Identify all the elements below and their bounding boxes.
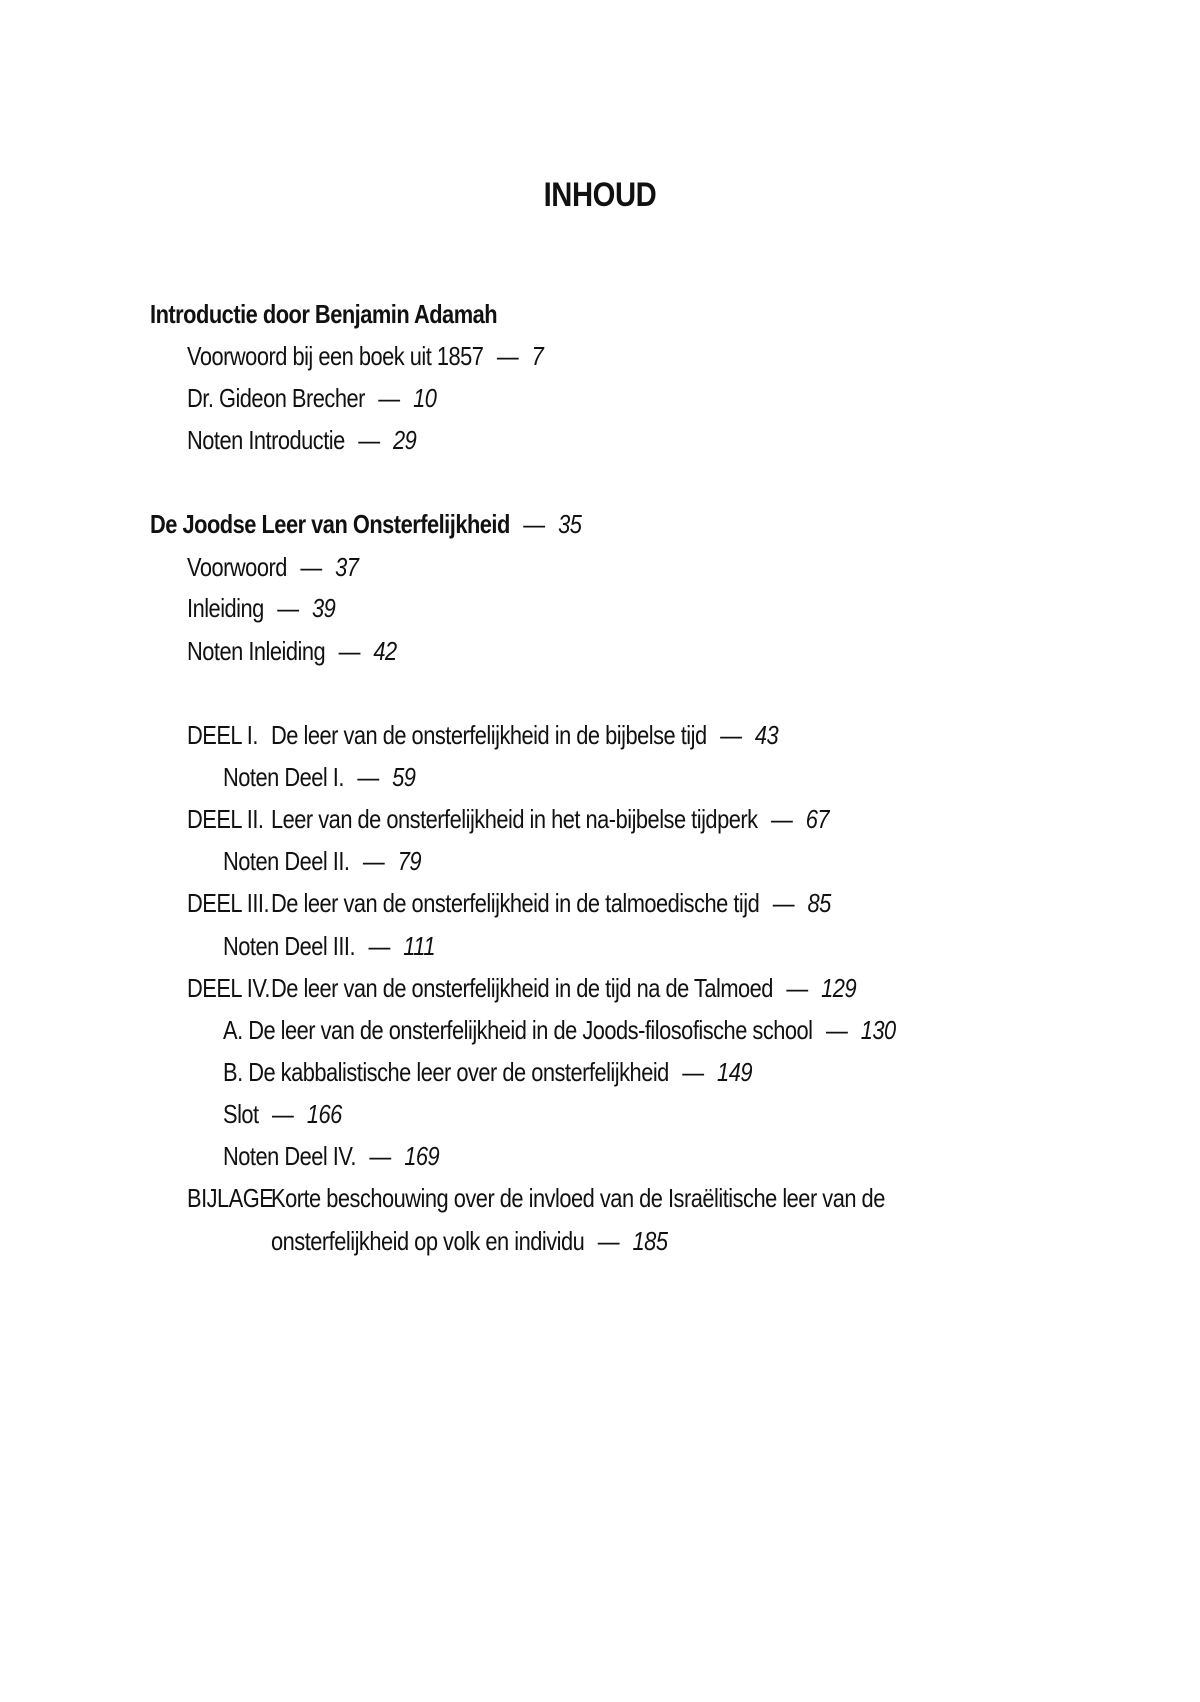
toc-entry xyxy=(223,841,421,881)
toc-entry-text: Voorwoord bij een boek uit 1857 xyxy=(187,341,484,371)
toc-dash: — xyxy=(368,931,390,961)
toc-dash: — xyxy=(358,425,380,455)
toc-entry-text: Noten Deel IV. xyxy=(223,1141,356,1171)
toc-entry xyxy=(187,631,397,671)
toc-entry xyxy=(223,1010,896,1050)
toc-dash: — xyxy=(496,341,519,371)
toc-page-number: 42 xyxy=(373,636,397,666)
toc-part-label: DEEL II. xyxy=(187,804,264,834)
toc-entry xyxy=(187,336,543,376)
toc-dash: — xyxy=(277,593,299,623)
toc-part-label: DEEL I. xyxy=(187,720,258,750)
toc-page-number: 29 xyxy=(392,425,417,455)
toc-entry-text: De leer van de onsterfelijkheid in de bijbelse tijd xyxy=(271,720,707,750)
toc-appendix-entry xyxy=(187,1178,885,1218)
toc-entry xyxy=(223,1052,752,1092)
toc-section-intro xyxy=(150,294,497,334)
toc-entry-text: B. De kabbalistische leer over de onsterfelijkheid xyxy=(223,1057,669,1087)
toc-dash: — xyxy=(682,1057,704,1087)
toc-entry xyxy=(187,420,416,460)
toc-dash: — xyxy=(300,552,322,582)
toc-entry xyxy=(223,926,435,966)
toc-part-label: DEEL IV. xyxy=(187,973,270,1003)
toc-dash: — xyxy=(378,383,400,413)
toc-page-number: 149 xyxy=(717,1057,752,1087)
toc-entry xyxy=(187,547,358,587)
toc-entry-text: Voorwoord xyxy=(187,552,287,582)
toc-page-number: 7 xyxy=(531,341,544,371)
toc-entry-text: Slot xyxy=(223,1099,259,1129)
toc-page-number: 37 xyxy=(335,552,359,582)
toc-part-entry xyxy=(187,883,831,923)
toc-entry-text: onsterfelijkheid op volk en individu xyxy=(271,1226,585,1256)
toc-dash: — xyxy=(786,973,808,1003)
toc-page-number: 130 xyxy=(860,1015,896,1045)
toc-dash: — xyxy=(357,762,379,792)
toc-dash: — xyxy=(597,1226,620,1256)
toc-part-label: BIJLAGE xyxy=(187,1183,274,1213)
toc-entry xyxy=(187,588,335,628)
toc-dash: — xyxy=(772,888,795,918)
toc-page-number: 185 xyxy=(632,1226,668,1256)
toc-part-entry xyxy=(187,968,856,1008)
toc-entry-text: Noten Introductie xyxy=(187,425,345,455)
toc-page-number: 67 xyxy=(805,804,830,834)
toc-page-number: 169 xyxy=(404,1141,440,1171)
toc-page-number: 59 xyxy=(392,762,416,792)
toc-entry-text: Dr. Gideon Brecher xyxy=(187,383,365,413)
toc-page-number: 166 xyxy=(306,1099,342,1129)
toc-section-heading: Introductie door Benjamin Adamah xyxy=(150,299,498,329)
toc-page-number: 10 xyxy=(413,383,437,413)
toc-entry-text: Inleiding xyxy=(187,593,264,623)
toc-entry-text: De leer van de onsterfelijkheid in de talmoedische tijd xyxy=(271,888,760,918)
toc-page-number: 43 xyxy=(754,720,779,750)
toc-dash: — xyxy=(272,1099,294,1129)
toc-dash: — xyxy=(720,720,742,750)
toc-part-entry xyxy=(187,715,778,755)
toc-dash: — xyxy=(338,636,360,666)
toc-page-number: 111 xyxy=(403,931,435,961)
toc-dash: — xyxy=(523,509,545,539)
toc-dash: — xyxy=(369,1141,391,1171)
toc-dash: — xyxy=(362,846,385,876)
toc-page-number: 35 xyxy=(558,509,582,539)
toc-section-heading: De Joodse Leer van Onsterfelijkheid xyxy=(150,509,510,539)
toc-appendix-continuation xyxy=(271,1221,667,1261)
toc-entry-text: Leer van de onsterfelijkheid in het na-bijbelse tijdperk xyxy=(271,804,758,834)
toc-dash: — xyxy=(825,1015,848,1045)
toc-entry xyxy=(223,757,415,797)
toc-entry xyxy=(187,378,436,418)
toc-page-number: 39 xyxy=(312,593,336,623)
toc-page-number: 129 xyxy=(821,973,857,1003)
toc-entry-text: Noten Deel III. xyxy=(223,931,356,961)
toc-entry xyxy=(223,1136,439,1176)
toc-section-main xyxy=(150,504,581,544)
toc-part-label: DEEL III. xyxy=(187,888,270,918)
toc-page-number: 85 xyxy=(807,888,831,918)
page-title: INHOUD xyxy=(543,176,657,214)
toc-entry-text: Noten Deel II. xyxy=(223,846,350,876)
toc-part-entry xyxy=(187,799,829,839)
toc-entry-text: A. De leer van de onsterfelijkheid in de Joods-filosofische school xyxy=(223,1015,813,1045)
toc-entry-text: De leer van de onsterfelijkheid in de tijd na de Talmoed xyxy=(271,973,773,1003)
toc-dash: — xyxy=(770,804,793,834)
toc-entry-text: Korte beschouwing over de invloed van de Israëlitische leer van de xyxy=(271,1183,885,1213)
toc-entry xyxy=(223,1094,342,1134)
toc-page-number: 79 xyxy=(397,846,422,876)
toc-entry-text: Noten Inleiding xyxy=(187,636,326,666)
toc-entry-text: Noten Deel I. xyxy=(223,762,344,792)
